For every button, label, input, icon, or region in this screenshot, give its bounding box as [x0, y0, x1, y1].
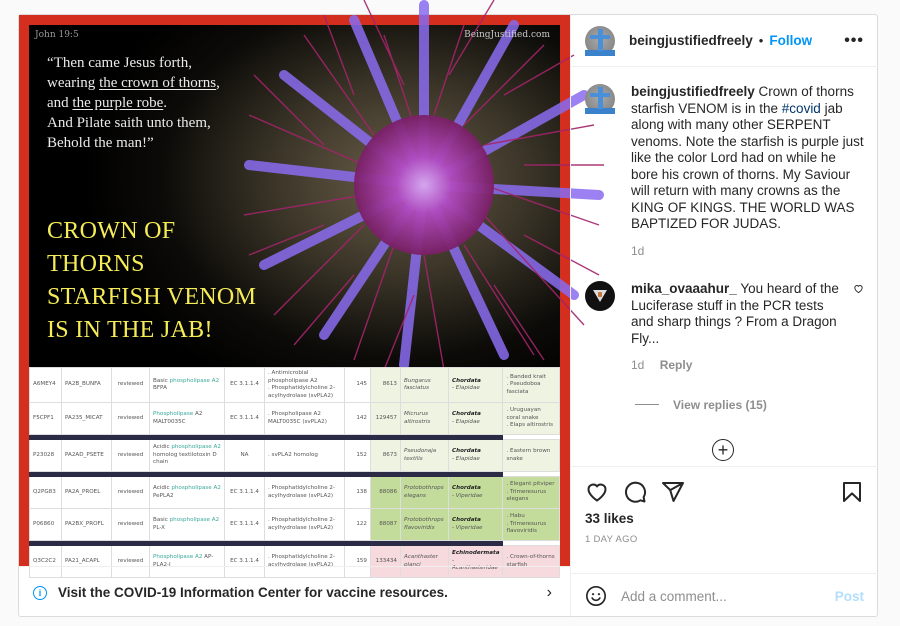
hashtag-link[interactable]: #covid — [781, 100, 821, 116]
avatar[interactable] — [585, 26, 615, 56]
starfish-illustration — [239, 5, 599, 375]
comment-item — [585, 281, 864, 374]
quote-line: and the purple robe. — [47, 95, 167, 111]
caption-text: Crown of thorns starfish VENOM is in the — [631, 84, 854, 116]
post-timestamp[interactable]: 1 DAY AGO — [585, 534, 638, 545]
comment-text: You heard of the Luciferase stuff in the PCR tests and sharp things ? From a Dragon Fly... — [631, 281, 839, 346]
header-username[interactable]: beingjustifiedfreely — [629, 33, 753, 48]
table-row: P23028 PA2AD_PSETE reviewed Acidic phospholipase A2 homolog textilotoxin D chain NA . svPLA2 homolog 152 8673 Pseudonaja textilis Chordata - Elapidae . Eastern brown snake — [30, 440, 560, 472]
caption-time: 1d — [631, 243, 645, 258]
starfish-photo — [29, 25, 560, 367]
watermark: BeingJustified.com — [464, 30, 550, 40]
quote-line: wearing the crown of thorns, — [47, 75, 220, 91]
follow-button[interactable]: Follow — [769, 33, 813, 48]
comment-icon[interactable] — [623, 480, 647, 504]
venom-data-table — [29, 367, 560, 578]
headline-line: IS IN THE JAB! — [47, 317, 213, 343]
headline-line: STARFISH VENOM — [47, 284, 257, 310]
view-replies-button[interactable]: View replies (15) — [635, 398, 864, 412]
caption — [585, 84, 864, 259]
reply-button[interactable]: Reply — [659, 358, 693, 372]
avatar[interactable] — [585, 84, 615, 114]
post-actions — [571, 466, 878, 545]
image-headline — [47, 215, 256, 347]
like-comment-icon[interactable] — [853, 283, 864, 294]
load-more-comments-icon[interactable]: + — [712, 439, 734, 461]
add-comment-bar — [571, 573, 878, 618]
chevron-right-icon: › — [546, 583, 552, 601]
table-row: P06860 PA2BX_PROFL reviewed Basic phospholipase A2 PL-X EC 3.1.1.4 . Phosphatidylcholine 2-acylhydrolase (svPLA2) 122 88087 Protobothrops flavoviridis Chordata - Viperidae . Habu . Trimeresurus flavoviridis — [30, 509, 560, 541]
like-icon[interactable] — [585, 480, 609, 504]
verse-reference: John 19:5 — [35, 30, 79, 40]
info-icon: i — [33, 586, 47, 600]
quote-line: “Then came Jesus forth, — [47, 55, 192, 71]
comments-section — [571, 68, 878, 466]
instagram-post — [18, 14, 878, 617]
table-row: Q2PG83 PA2A_PROEL reviewed Acidic phospholipase A2 PePLA2 EC 3.1.1.4 . Phosphatidylcholine 2-acylhydrolase (svPLA2) 138 88086 Protobothrops elegans Chordata - Viperidae . Elegant pitviper . Trimeresurus elegans — [30, 477, 560, 509]
emoji-icon[interactable] — [585, 585, 607, 607]
quote-line: And Pilate saith unto them, — [47, 115, 211, 131]
post-comment-button[interactable]: Post — [834, 588, 864, 604]
comment-time: 1d — [631, 358, 645, 372]
post-image-frame — [19, 15, 570, 572]
post-sidebar — [570, 15, 878, 618]
share-icon[interactable] — [661, 480, 685, 504]
covid-info-text: Visit the COVID-19 Information Center for vaccine resources. — [58, 585, 448, 600]
headline-line: CROWN OF — [47, 218, 176, 244]
bookmark-icon[interactable] — [840, 480, 864, 504]
table-row: Q3C2C2 PA21_ACAPL reviewed Phospholipase A2 AP-PLA2-I EC 3.1.1.4 . Phosphatidylcholine 2-acylhydrolase (svPLA2) 159 133434 Acanthaster planci Echinodermata - Acanthasteridae . Crown-of-thorns starfish — [30, 546, 560, 578]
comment-input[interactable] — [621, 589, 835, 604]
comment-username[interactable]: mika_ovaaahur_ — [631, 281, 737, 296]
separator-dot: • — [758, 33, 764, 48]
caption-username[interactable]: beingjustifiedfreely — [631, 84, 755, 99]
post-header — [571, 15, 878, 67]
table-row: F5CPF1 PA235_MICAT reviewed Phospholipase A2 MALT0035C EC 3.1.1.4 . Phospholipase A2 MALT0035C (svPLA2) 142 129457 Micrurus altirostris Chordata - Elapidae . Uruguayan coral snake . Elaps altirostris — [30, 403, 560, 435]
quote-line: Behold the man!” — [47, 135, 154, 151]
headline-line: THORNS — [47, 251, 145, 277]
post-image[interactable] — [29, 25, 560, 572]
avatar[interactable] — [585, 281, 615, 311]
covid-info-banner[interactable] — [19, 566, 570, 618]
likes-count[interactable]: 33 likes — [585, 511, 634, 526]
table-row: A6MEY4 PA2B_BUNFA reviewed Basic phospholipase A2 BFPA EC 3.1.1.4 . Antimicrobial phospholipase A2 . Phosphatidylcholine 2-acylhydrolase (svPLA2) 145 8613 Bungarus fasciatus Chordata - Elapidae . Banded krait . Pseudoboa fasciata — [30, 368, 560, 403]
caption-text-cont: jab along with many other SERPENT venoms. Note the starfish is purple just like the color Lord had on while he bore his crown of thorns. My Saviour will return with many crowns as the KING OF KINGS. THE WORLD WAS BAPTIZED FOR JUDAS. — [631, 100, 864, 231]
verse-quote — [47, 53, 220, 153]
more-options-icon[interactable]: ••• — [844, 31, 864, 49]
